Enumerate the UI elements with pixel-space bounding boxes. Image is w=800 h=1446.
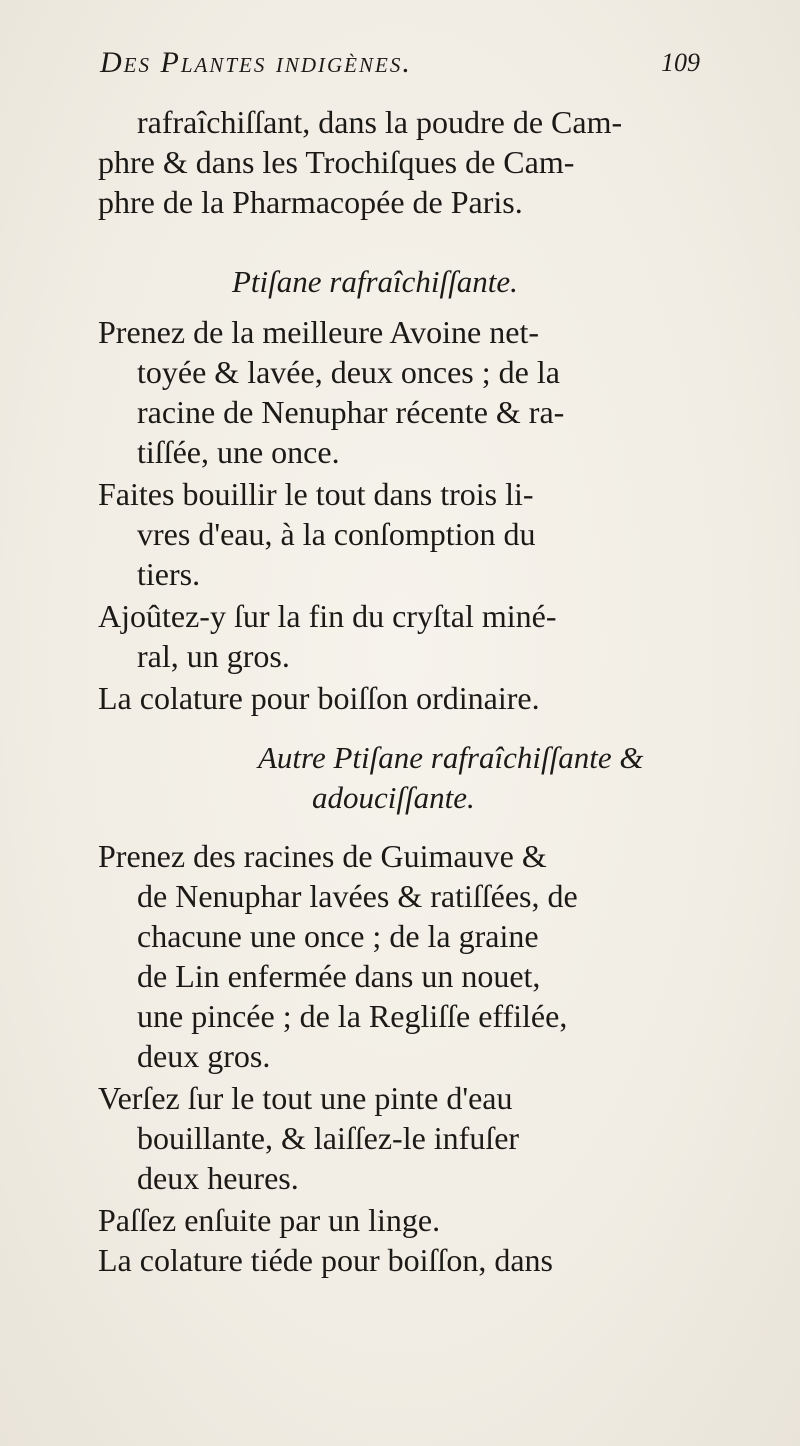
text-line: racine de Nenuphar récente & ra-: [137, 394, 565, 430]
recipe-title: Autre Ptiſane rafraîchiſſante &: [258, 740, 644, 775]
recipe-title: adouciſſante.: [312, 780, 475, 815]
text-line: bouillante, & laiſſez-le infuſer: [137, 1120, 520, 1156]
text-line: de Nenuphar lavées & ratiſſées, de: [137, 878, 578, 914]
recipe-title: Ptiſane rafraîchiſſante.: [232, 264, 518, 299]
text-line: deux gros.: [137, 1038, 271, 1074]
text-line: Ajoûtez-y ſur la fin du cryſtal miné-: [98, 598, 557, 634]
text-line: Prenez de la meilleure Avoine net-: [98, 314, 539, 350]
text-line: Paſſez enſuite par un linge.: [98, 1202, 441, 1238]
text-line: tiers.: [137, 556, 201, 592]
running-head: Des Plantes indigènes.: [100, 46, 412, 79]
text-line: vres d'eau, à la conſomption du: [137, 516, 536, 552]
text-line: toyée & lavée, deux onces ; de la: [137, 354, 560, 390]
text-line: tiſſée, une once.: [137, 434, 340, 470]
text-line: Verſez ſur le tout une pinte d'eau: [98, 1080, 513, 1116]
text-line: une pincée ; de la Regliſſe effilée,: [137, 998, 568, 1034]
text-line: La colature tiéde pour boiſſon, dans: [98, 1242, 553, 1278]
text-line: Faites bouillir le tout dans trois li-: [98, 476, 534, 512]
text-line: de Lin enfermée dans un nouet,: [137, 958, 541, 994]
text-line: phre de la Pharmacopée de Paris.: [98, 184, 523, 220]
text-line: chacune une once ; de la graine: [137, 918, 539, 954]
text-line: Prenez des racines de Guimauve &: [98, 838, 547, 874]
page-header: [100, 36, 700, 96]
text-line: ral, un gros.: [137, 638, 290, 674]
text-line: phre & dans les Trochiſques de Cam-: [98, 144, 575, 180]
text-line: deux heures.: [137, 1160, 299, 1196]
text-line: rafraîchiſſant, dans la poudre de Cam-: [137, 104, 623, 140]
text-line: La colature pour boiſſon ordinaire.: [98, 680, 540, 716]
page-number: 109: [661, 48, 700, 77]
